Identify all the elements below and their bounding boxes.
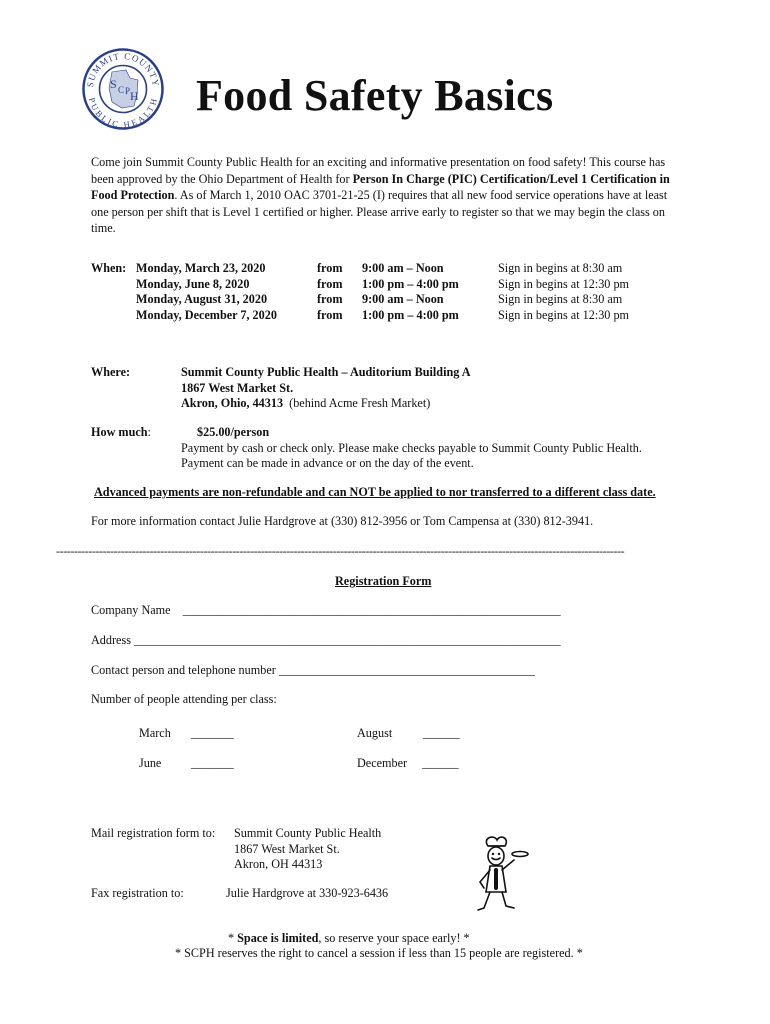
session-date: Monday, March 23, 2020 [136, 261, 266, 275]
session-from [317, 260, 343, 322]
session-date: Monday, August 31, 2020 [136, 292, 268, 306]
scph-logo [82, 48, 164, 130]
where-label: Where: [91, 365, 131, 379]
session-date: Monday, December 7, 2020 [136, 307, 277, 322]
cut-line-divider: -------------------------------------------------------------------------------------------------------------------------------------------------------------- [56, 544, 625, 558]
session-from-word: from [317, 307, 343, 322]
contact-info: For more information contact Julie Hardgrove at (330) 812-3956 or Tom Campensa at (330) 812-3941. [91, 514, 594, 528]
fax-label: Fax registration to: [91, 886, 184, 900]
footer-star: * [228, 931, 238, 945]
how-much-colon: : [147, 425, 151, 439]
refund-notice: Advanced payments are non-refundable and can NOT be applied to nor transferred to a different class date. [94, 485, 656, 499]
when-label: When: [91, 261, 127, 275]
page-title: Food Safety Basics [196, 71, 554, 120]
registration-form-title: Registration Form [335, 574, 432, 588]
logo-text-top: SUMMIT COUNTY [84, 50, 162, 88]
class-month-august: August [357, 726, 393, 740]
session-time: 9:00 am – Noon [362, 261, 444, 275]
session-from-word: from [317, 261, 343, 275]
session-signin-time: Sign in begins at 8:30 am [498, 261, 623, 275]
session-from-word: from [317, 292, 343, 306]
class-count-june-field[interactable]: _______ [191, 756, 234, 770]
venue-city: Akron, Ohio, 44313 [181, 396, 284, 410]
attending-label: Number of people attending per class: [91, 692, 277, 706]
mail-address-line: 1867 West Market St. [234, 841, 340, 856]
contact-person-label: Contact person and telephone number [91, 663, 276, 677]
footer-space-limited [228, 930, 470, 946]
session-time: 1:00 pm – 4:00 pm [362, 307, 459, 322]
session-time: 9:00 am – Noon [362, 292, 444, 306]
intro-bold-certification: Person In Charge (PIC) Certification/Level 1 Certification in Food Protection [91, 171, 670, 202]
mail-address-line: Summit County Public Health [234, 826, 382, 840]
session-time: 1:00 pm – 4:00 pm [362, 276, 459, 291]
contact-person-row [91, 662, 535, 678]
intro-text-1: Come join Summit County Public Health for an exciting and informative presentation on food safety! This course has been approved by the Ohio Department of Health for [91, 155, 666, 186]
contact-person-field[interactable]: __________________________________________ [278, 663, 535, 677]
company-name-row [91, 602, 561, 618]
company-name-label: Company Name [91, 603, 171, 617]
footer-reserve-text: , so reserve your space early! * [318, 931, 470, 945]
venue-street: 1867 West Market St. [181, 380, 294, 395]
logo-letter-h: H [130, 89, 139, 103]
mail-label: Mail registration form to: [91, 826, 216, 840]
session-times [362, 260, 459, 322]
class-count-december-field[interactable]: ______ [422, 756, 459, 770]
class-count-march-field[interactable]: _______ [191, 726, 234, 740]
mail-address-line: Akron, OH 44313 [234, 857, 323, 871]
logo-letter-p: P [125, 86, 131, 96]
chef-illustration [470, 832, 530, 914]
mail-address [234, 825, 381, 872]
intro-text-2: . As of March 1, 2010 OAC 3701-21-25 (I) requires that all new food service operations have at least one person per shift that is Level 1 certified or higher. Please arrive early to register so that we may begin the class on time. [91, 188, 668, 235]
how-much-details [181, 424, 642, 471]
where-address [181, 364, 471, 411]
address-field[interactable]: ______________________________________________________________________ [134, 633, 561, 647]
footer-cancel-policy: * SCPH reserves the right to cancel a session if less than 15 people are registered. * [175, 946, 583, 960]
fax-value: Julie Hardgrove at 330-923-6436 [226, 886, 389, 900]
class-month-june: June [139, 756, 162, 770]
address-label: Address [91, 633, 131, 647]
price: $25.00/person [197, 425, 270, 439]
payment-timing: Payment can be made in advance or on the day of the event. [181, 456, 474, 470]
session-from-word: from [317, 276, 343, 291]
company-name-field[interactable]: ______________________________________________________________ [182, 603, 561, 617]
payment-method: Payment by cash or check only. Please make checks payable to Summit County Public Health. [181, 440, 642, 455]
logo-text-bottom: PUBLIC HEALTH [86, 96, 160, 130]
logo-letter-c: C [118, 85, 125, 95]
space-limited-text: Space is limited [237, 931, 319, 945]
venue-note: (behind Acme Fresh Market) [289, 396, 431, 410]
session-signin-time: Sign in begins at 8:30 am [498, 292, 623, 306]
session-signin-time: Sign in begins at 12:30 pm [498, 307, 630, 322]
class-month-december: December [357, 756, 408, 770]
session-dates [136, 260, 277, 322]
venue-name: Summit County Public Health – Auditorium Building A [181, 365, 471, 379]
address-row [91, 632, 561, 648]
class-month-march: March [139, 726, 171, 740]
session-date: Monday, June 8, 2020 [136, 276, 250, 291]
logo-letter-s: S [110, 77, 117, 91]
how-much-label [91, 424, 151, 440]
class-count-august-field[interactable]: ______ [423, 726, 460, 740]
intro-paragraph [91, 154, 681, 237]
session-signin-time: Sign in begins at 12:30 pm [498, 276, 630, 291]
how-much-label-text: How much [91, 425, 148, 439]
session-signin [498, 260, 629, 322]
